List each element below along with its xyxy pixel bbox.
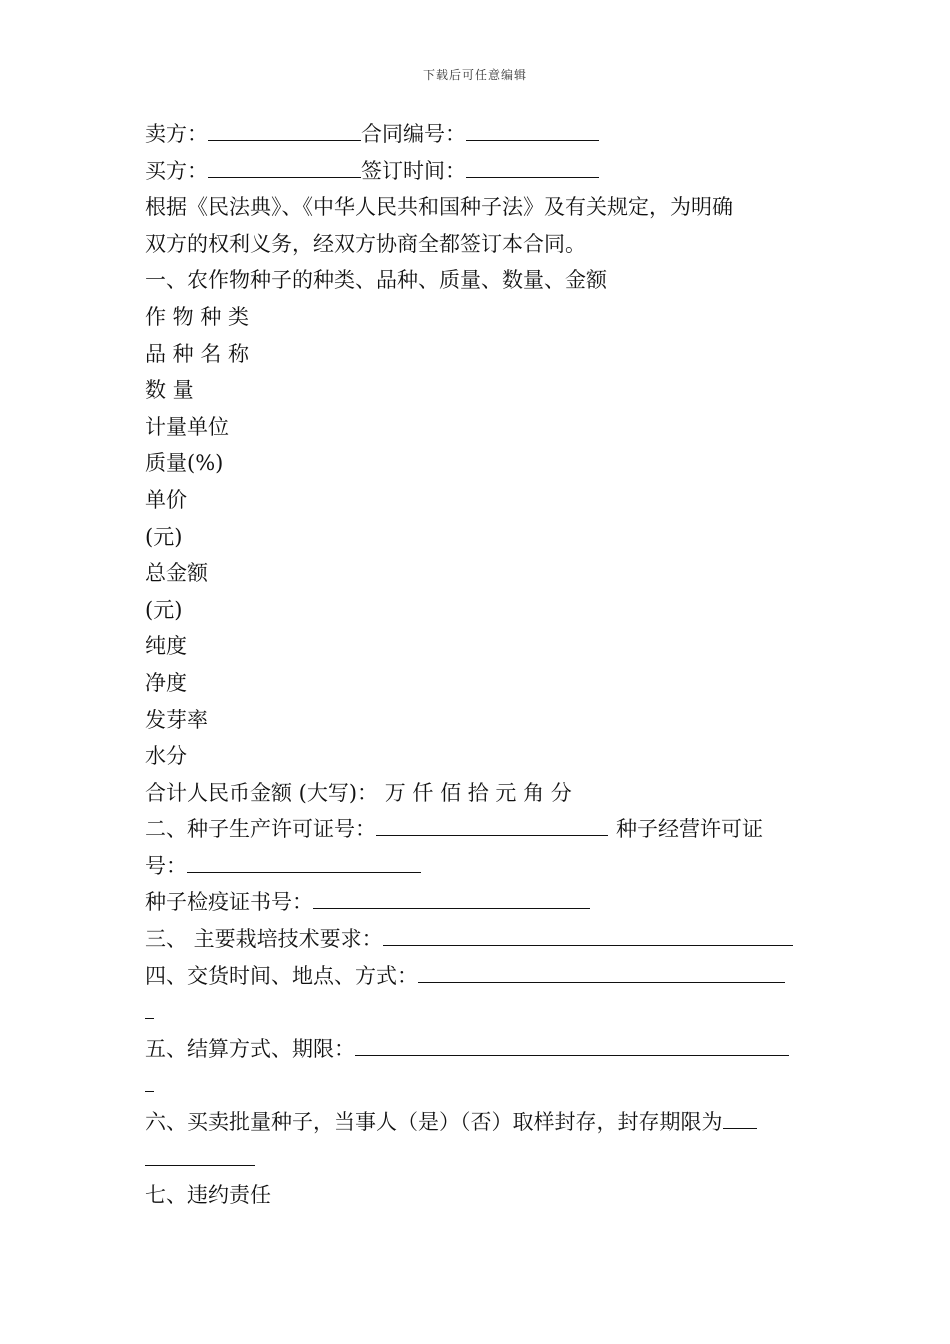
sealing-period-blank[interactable] — [723, 1110, 757, 1129]
business-license-row — [145, 848, 810, 885]
section-6-label: 六、买卖批量种子，当事人（是）（否）取样封存，封存期限为 — [145, 1110, 723, 1135]
sign-date-label: 签订时间： — [361, 158, 466, 183]
business-license-label: 种子经营许可证 — [616, 817, 763, 842]
sign-date-blank[interactable] — [466, 159, 599, 178]
quarantine-label: 种子检疫证书号： — [145, 890, 313, 915]
page-header: 下载后可任意编辑 — [422, 68, 527, 82]
section-4-label: 四、交货时间、地点、方式： — [145, 963, 418, 988]
unit-price-label: 单价 — [145, 487, 187, 512]
crop-type-label: 作 物 种 类 — [145, 304, 250, 329]
buyer-label: 买方： — [145, 158, 208, 183]
purity-label: 纯度 — [145, 634, 187, 659]
moisture-label: 水分 — [145, 744, 187, 769]
sealing-period-blank-cont[interactable] — [145, 1147, 255, 1166]
variety-name-label: 品 种 名 称 — [145, 341, 250, 366]
delivery-blank-cont[interactable] — [145, 1000, 154, 1019]
preamble-line-2: 双方的权利义务，经双方协商全都签订本合同。 — [145, 231, 586, 256]
seller-blank[interactable] — [208, 122, 361, 141]
seller-label: 卖方： — [145, 122, 208, 146]
buyer-blank[interactable] — [208, 159, 361, 178]
unit-label: 计量单位 — [145, 414, 229, 439]
section-6-row-cont — [145, 1141, 810, 1178]
section-3-label: 三、 主要栽培技术要求： — [145, 927, 383, 952]
settlement-blank-cont[interactable] — [145, 1073, 154, 1092]
total-amount-currency: (元) — [145, 597, 183, 622]
section-6-row — [145, 1104, 810, 1141]
production-license-blank[interactable] — [376, 817, 608, 836]
delivery-blank[interactable] — [418, 964, 785, 983]
germination-label: 发芽率 — [145, 707, 208, 732]
cultivation-blank[interactable] — [383, 927, 793, 946]
contract-body — [145, 116, 810, 1214]
section-5-row — [145, 1031, 810, 1068]
section-3-row — [145, 921, 810, 958]
section-4-row — [145, 958, 810, 995]
total-rmb-line: 合计人民币金额 (大写)： 万 仟 佰 拾 元 角 分 — [145, 780, 572, 805]
buyer-row — [145, 153, 810, 190]
cleanliness-label: 净度 — [145, 670, 187, 695]
section-4-row-cont — [145, 994, 810, 1031]
preamble-line-1: 根据《民法典》、《中华人民共和国种子法》及有关规定，为明确 — [145, 195, 733, 220]
production-license-label: 二、种子生产许可证号： — [145, 817, 376, 842]
total-amount-label: 总金额 — [145, 561, 208, 586]
quality-label: 质量(%) — [145, 451, 224, 476]
quarantine-row — [145, 884, 810, 921]
contract-no-label: 合同编号： — [361, 122, 466, 146]
section-1-heading: 一、农作物种子的种类、品种、质量、数量、金额 — [145, 268, 607, 293]
settlement-blank[interactable] — [355, 1037, 789, 1056]
contract-no-blank[interactable] — [466, 122, 599, 141]
business-license-label-cont: 号： — [145, 853, 187, 878]
production-license-row — [145, 811, 810, 848]
quantity-label: 数 量 — [145, 378, 194, 403]
seller-row — [145, 116, 810, 153]
section-5-label: 五、结算方式、期限： — [145, 1036, 355, 1061]
section-7-heading: 七、违约责任 — [145, 1183, 271, 1208]
section-5-row-cont — [145, 1067, 810, 1104]
quarantine-blank[interactable] — [313, 890, 590, 909]
unit-price-currency: (元) — [145, 524, 183, 549]
business-license-blank[interactable] — [187, 854, 421, 873]
